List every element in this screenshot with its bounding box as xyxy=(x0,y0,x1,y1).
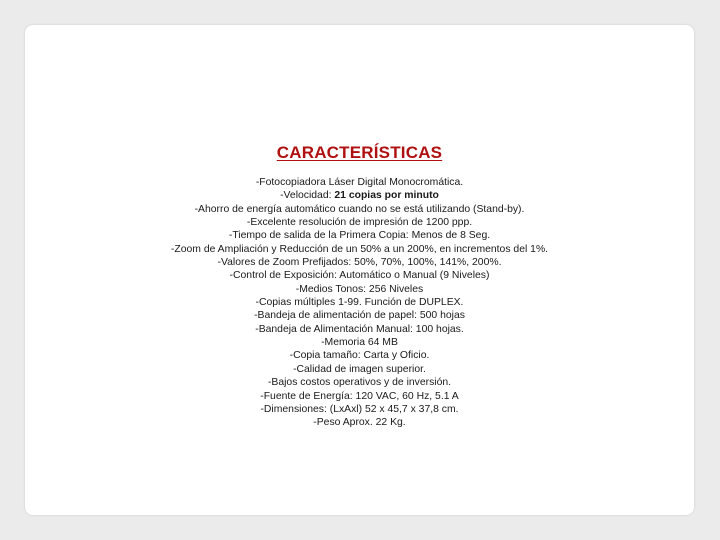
feature-item: -Copias múltiples 1-99. Función de DUPLEX. xyxy=(255,297,464,309)
feature-speed-label: -Velocidad: xyxy=(280,190,335,202)
feature-item: -Calidad de imagen superior. xyxy=(293,363,426,375)
feature-item: -Control de Exposición: Automático o Manual (9 Niveles) xyxy=(229,270,490,282)
feature-item: -Ahorro de energía automático cuando no se está utilizando (Stand-by). xyxy=(194,203,525,215)
slide-title-text: CARACTERÍSTICAS xyxy=(276,143,443,162)
feature-speed-value: 21 copias por minuto xyxy=(334,190,439,202)
feature-item: -Fotocopiadora Láser Digital Monocromática. xyxy=(255,177,464,188)
slide-title xyxy=(25,143,694,163)
slide-card xyxy=(25,25,694,515)
feature-item: -Bandeja de alimentación de papel: 500 hojas xyxy=(254,310,465,322)
feature-item: -Dimensiones: (LxAxl) 52 x 45,7 x 37,8 cm. xyxy=(260,403,459,415)
feature-item: -Fuente de Energía: 120 VAC, 60 Hz, 5.1 A xyxy=(260,390,459,402)
feature-item: -Copia tamaño: Carta y Oficio. xyxy=(289,350,430,362)
feature-item: -Medios Tonos: 256 Niveles xyxy=(295,283,424,295)
feature-item: -Valores de Zoom Prefijados: 50%, 70%, 100%, 141%, 200%. xyxy=(217,257,502,269)
feature-item: -Zoom de Ampliación y Reducción de un 50% a un 200%, en incrementos del 1%. xyxy=(170,243,549,255)
feature-item: -Memoria 64 MB xyxy=(321,337,398,349)
feature-item-speed xyxy=(25,189,694,202)
features-list xyxy=(25,176,694,430)
feature-item: -Tiempo de salida de la Primera Copia: Menos de 8 Seg. xyxy=(228,230,491,242)
feature-item: -Excelente resolución de impresión de 1200 ppp. xyxy=(246,217,473,229)
feature-item: -Peso Aprox. 22 Kg. xyxy=(313,417,406,429)
feature-item: -Bajos costos operativos y de inversión. xyxy=(267,377,452,389)
feature-item: -Bandeja de Alimentación Manual: 100 hojas. xyxy=(255,323,464,335)
